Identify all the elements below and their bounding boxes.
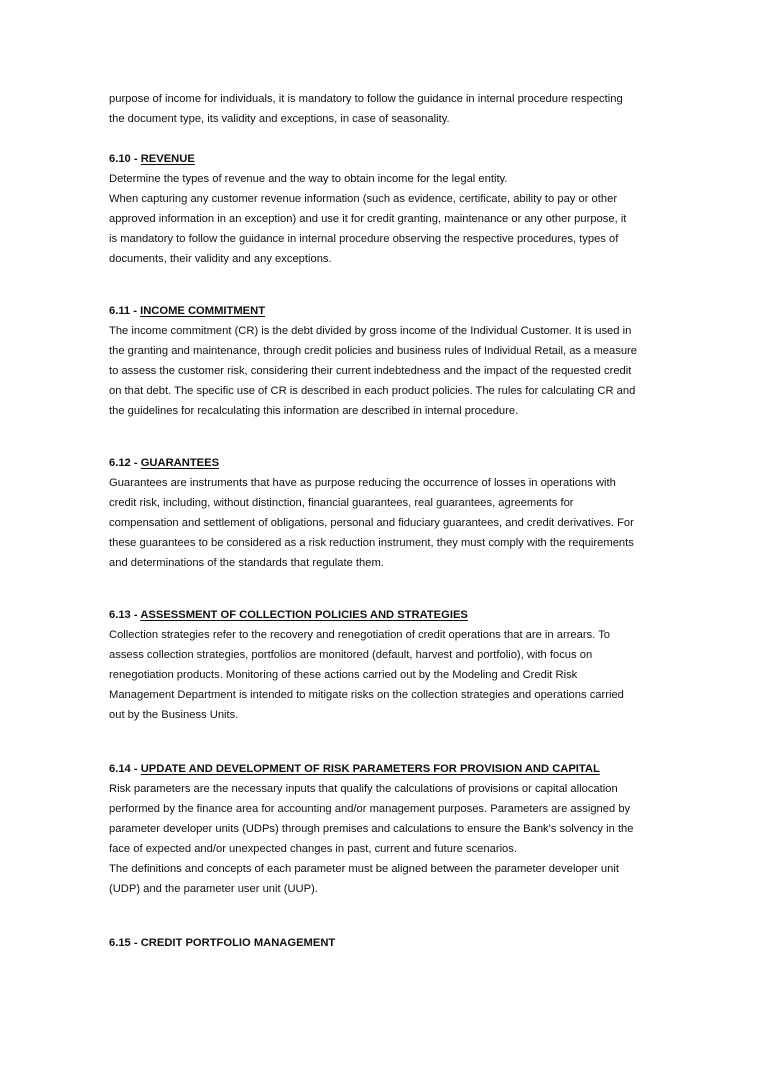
section-heading-6-10: [109, 149, 657, 169]
paragraph-line: credit risk, including, without distinction, financial guarantees, real guarantees, agreements for: [109, 497, 574, 509]
paragraph-line: the guidelines for recalculating this information are described in internal procedure.: [109, 405, 519, 417]
paragraph-line: purpose of income for individuals, it is mandatory to follow the guidance in internal procedure respecting: [109, 93, 623, 105]
paragraph-line: Collection strategies refer to the recovery and renegotiation of credit operations that are in arrears. To: [109, 629, 611, 641]
section-paragraph-6-10: [109, 169, 657, 269]
section-paragraph-6-11: [109, 321, 657, 421]
paragraph-line: parameter developer units (UDPs) through premises and calculations to ensure the Bank's solvency in the: [109, 823, 634, 835]
paragraph-line: Determine the types of revenue and the way to obtain income for the legal entity.: [109, 173, 508, 185]
paragraph-line: compensation and settlement of obligations, personal and fiduciary guarantees, and credit derivatives. For: [109, 517, 634, 529]
spacer: [109, 899, 657, 933]
paragraph-line: out by the Business Units.: [109, 709, 239, 721]
spacer: [109, 573, 657, 605]
paragraph-line: documents, their validity and any exceptions.: [109, 253, 332, 265]
section-number: 6.14 -: [109, 763, 141, 775]
section-number: 6.15 -: [109, 937, 141, 949]
section-title: ASSESSMENT OF COLLECTION POLICIES AND STRATEGIES: [140, 609, 468, 621]
section-heading-6-12: [109, 453, 657, 473]
section-heading-6-15: [109, 933, 657, 953]
spacer: [109, 725, 657, 759]
paragraph-line: Risk parameters are the necessary inputs that qualify the calculations of provisions or capital allocation: [109, 783, 618, 795]
paragraph-line: on that debt. The specific use of CR is described in each product policies. The rules for calculating CR and: [109, 385, 636, 397]
document-body: [109, 89, 657, 953]
spacer: [109, 421, 657, 453]
section-heading-6-11: [109, 301, 657, 321]
spacer: [109, 129, 657, 149]
section-paragraph-6-12: [109, 473, 657, 573]
spacer: [109, 269, 657, 301]
section-number: 6.11 -: [109, 305, 141, 317]
section-title: REVENUE: [140, 153, 195, 165]
paragraph-line: approved information in an exception) and use it for credit granting, maintenance or any other purpose, it: [109, 213, 627, 225]
section-title: INCOME COMMITMENT: [140, 305, 266, 317]
paragraph-line: to assess the customer risk, considering their current indebtedness and the impact of the requested credit: [109, 365, 632, 377]
section-heading-6-13: [109, 605, 657, 625]
paragraph-line: When capturing any customer revenue information (such as evidence, certificate, ability to pay or other: [109, 193, 618, 205]
paragraph-line: and determinations of the standards that regulate them.: [109, 557, 384, 569]
paragraph-line: The income commitment (CR) is the debt divided by gross income of the Individual Customer. It is used in: [109, 325, 632, 337]
paragraph-line: the granting and maintenance, through credit policies and business rules of Individual Retail, as a measure: [109, 345, 637, 357]
paragraph-line: these guarantees to be considered as a risk reduction instrument, they must comply with the requirements: [109, 537, 634, 549]
paragraph-line: (UDP) and the parameter user unit (UUP).: [109, 883, 318, 895]
paragraph-line: assess collection strategies, portfolios are monitored (default, harvest and portfolio), with focus on: [109, 649, 593, 661]
paragraph-line: is mandatory to follow the guidance in internal procedure observing the respective procedures, types of: [109, 233, 619, 245]
section-paragraph-6-14: [109, 779, 657, 899]
paragraph-line: face of expected and/or unexpected changes in past, current and future scenarios.: [109, 843, 517, 855]
paragraph-line: renegotiation products. Monitoring of these actions carried out by the Modeling and Credit Risk: [109, 669, 578, 681]
paragraph-line: Management Department is intended to mitigate risks on the collection strategies and operations carried: [109, 689, 624, 701]
intro-paragraph: [109, 89, 657, 129]
paragraph-line: the document type, its validity and exceptions, in case of seasonality.: [109, 113, 450, 125]
section-number: 6.13 -: [109, 609, 141, 621]
paragraph-line: Guarantees are instruments that have as purpose reducing the occurrence of losses in operations with: [109, 477, 616, 489]
section-title: GUARANTEES: [140, 457, 220, 469]
paragraph-line: The definitions and concepts of each parameter must be aligned between the parameter developer unit: [109, 863, 619, 875]
section-number: 6.10 -: [109, 153, 141, 165]
paragraph-line: performed by the finance area for accounting and/or management purposes. Parameters are assigned by: [109, 803, 631, 815]
section-heading-6-14: [109, 759, 657, 779]
section-title: UPDATE AND DEVELOPMENT OF RISK PARAMETERS FOR PROVISION AND CAPITAL: [140, 763, 600, 775]
section-paragraph-6-13: [109, 625, 657, 725]
section-number: 6.12 -: [109, 457, 141, 469]
section-title: CREDIT PORTFOLIO MANAGEMENT: [140, 937, 336, 949]
